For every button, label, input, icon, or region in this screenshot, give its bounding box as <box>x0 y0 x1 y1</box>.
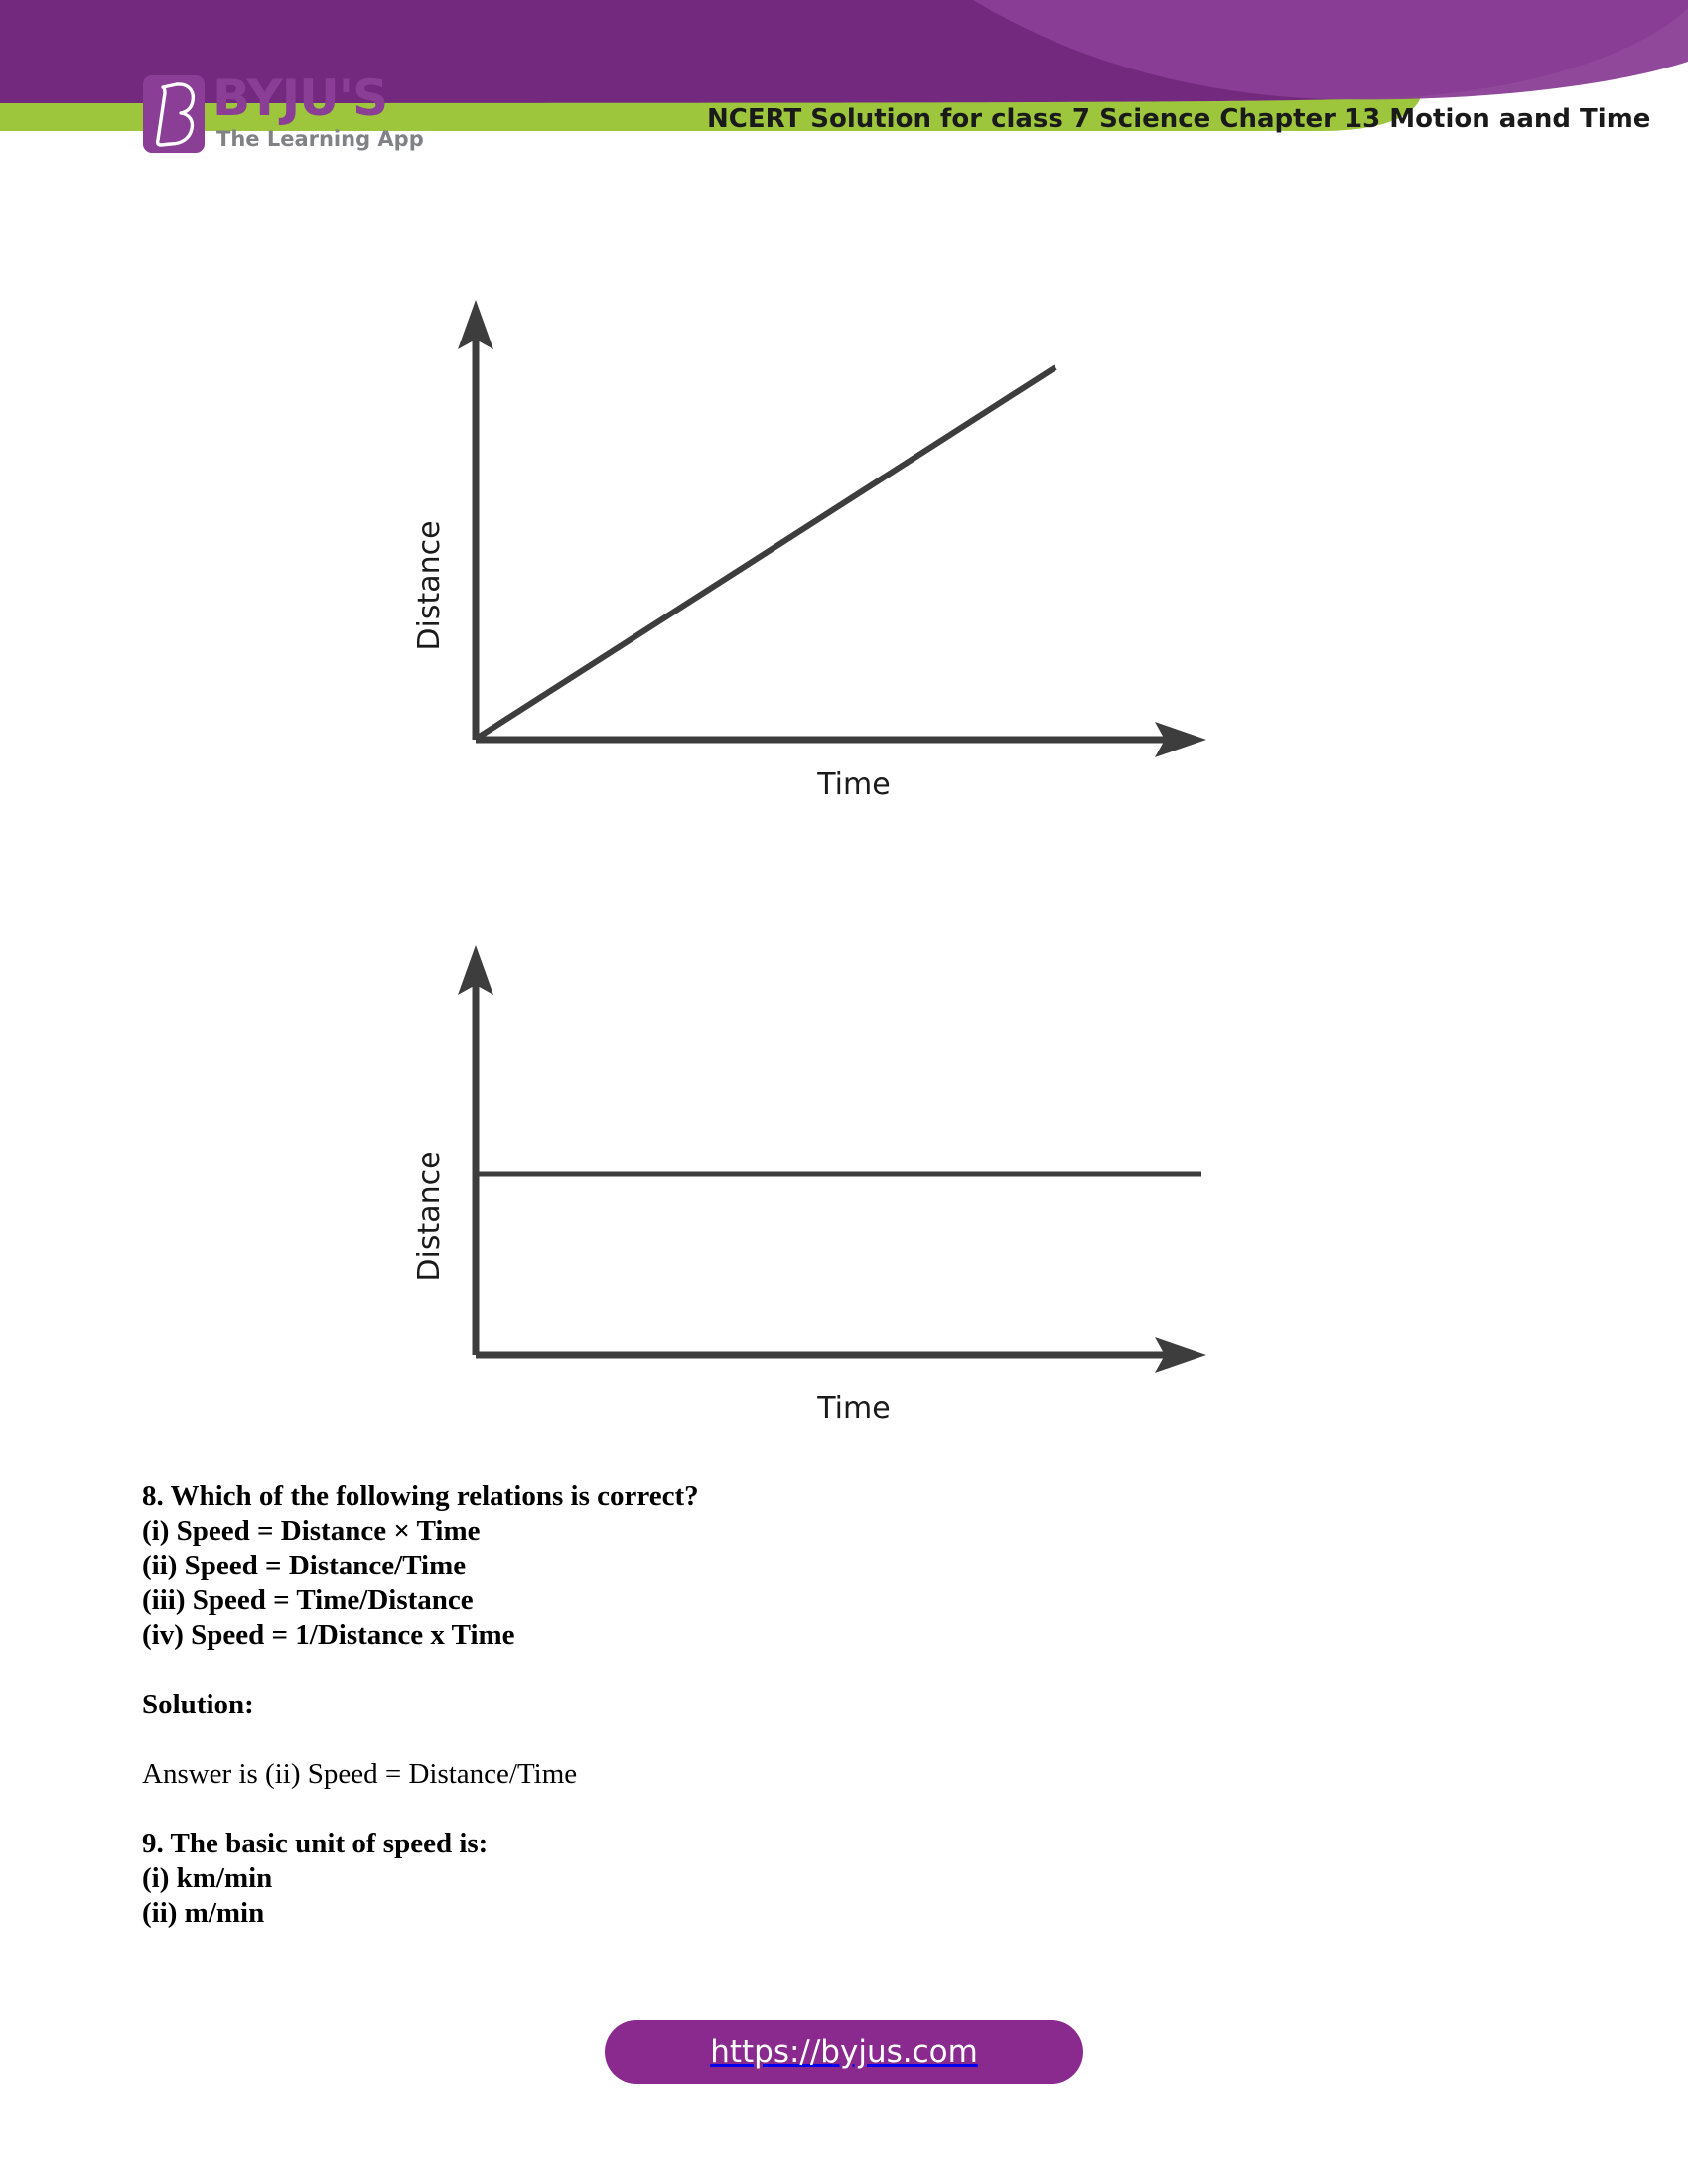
question-8-heading: 8. Which of the following relations is correct? <box>142 1480 699 1512</box>
question-8-option-iii: (iii) Speed = Time/Distance <box>142 1584 474 1616</box>
question-content <box>142 1479 1334 1931</box>
figure-object-at-rest <box>377 933 1271 1459</box>
question-8-option-iv: (iv) Speed = 1/Distance x Time <box>142 1619 515 1651</box>
byjus-logo <box>143 69 441 171</box>
x-axis-label: Time <box>817 1391 891 1426</box>
figure-uniform-motion <box>377 288 1271 844</box>
byjus-wordmark: BYJU'S <box>212 69 388 127</box>
byjus-tagline: The Learning App <box>216 127 424 151</box>
byjus-logo-mark-icon <box>143 75 205 153</box>
question-9-option-i: (i) km/min <box>142 1862 273 1894</box>
question-9-heading: 9. The basic unit of speed is: <box>142 1828 489 1859</box>
y-axis-label: Distance <box>412 520 447 651</box>
solution-answer-text: Answer is (ii) Speed = Distance/Time <box>142 1758 578 1790</box>
question-8-option-ii: (ii) Speed = Distance/Time <box>142 1550 467 1581</box>
data-line-uniform-speed <box>478 367 1055 738</box>
x-axis-label: Time <box>817 767 891 802</box>
byjus-website-button[interactable] <box>605 2020 1083 2084</box>
page-title: NCERT Solution for class 7 Science Chapter 13 Motion aand Time <box>707 104 1651 134</box>
question-8-block <box>142 1479 1334 1653</box>
byjus-website-url: https://byjus.com <box>710 2034 978 2070</box>
question-8-option-i: (i) Speed = Distance × Time <box>142 1515 481 1547</box>
y-axis-label: Distance <box>412 1151 447 1282</box>
question-9-block <box>142 1827 1334 1931</box>
question-9-option-ii: (ii) m/min <box>142 1897 265 1929</box>
solution-label: Solution: <box>142 1689 254 1720</box>
